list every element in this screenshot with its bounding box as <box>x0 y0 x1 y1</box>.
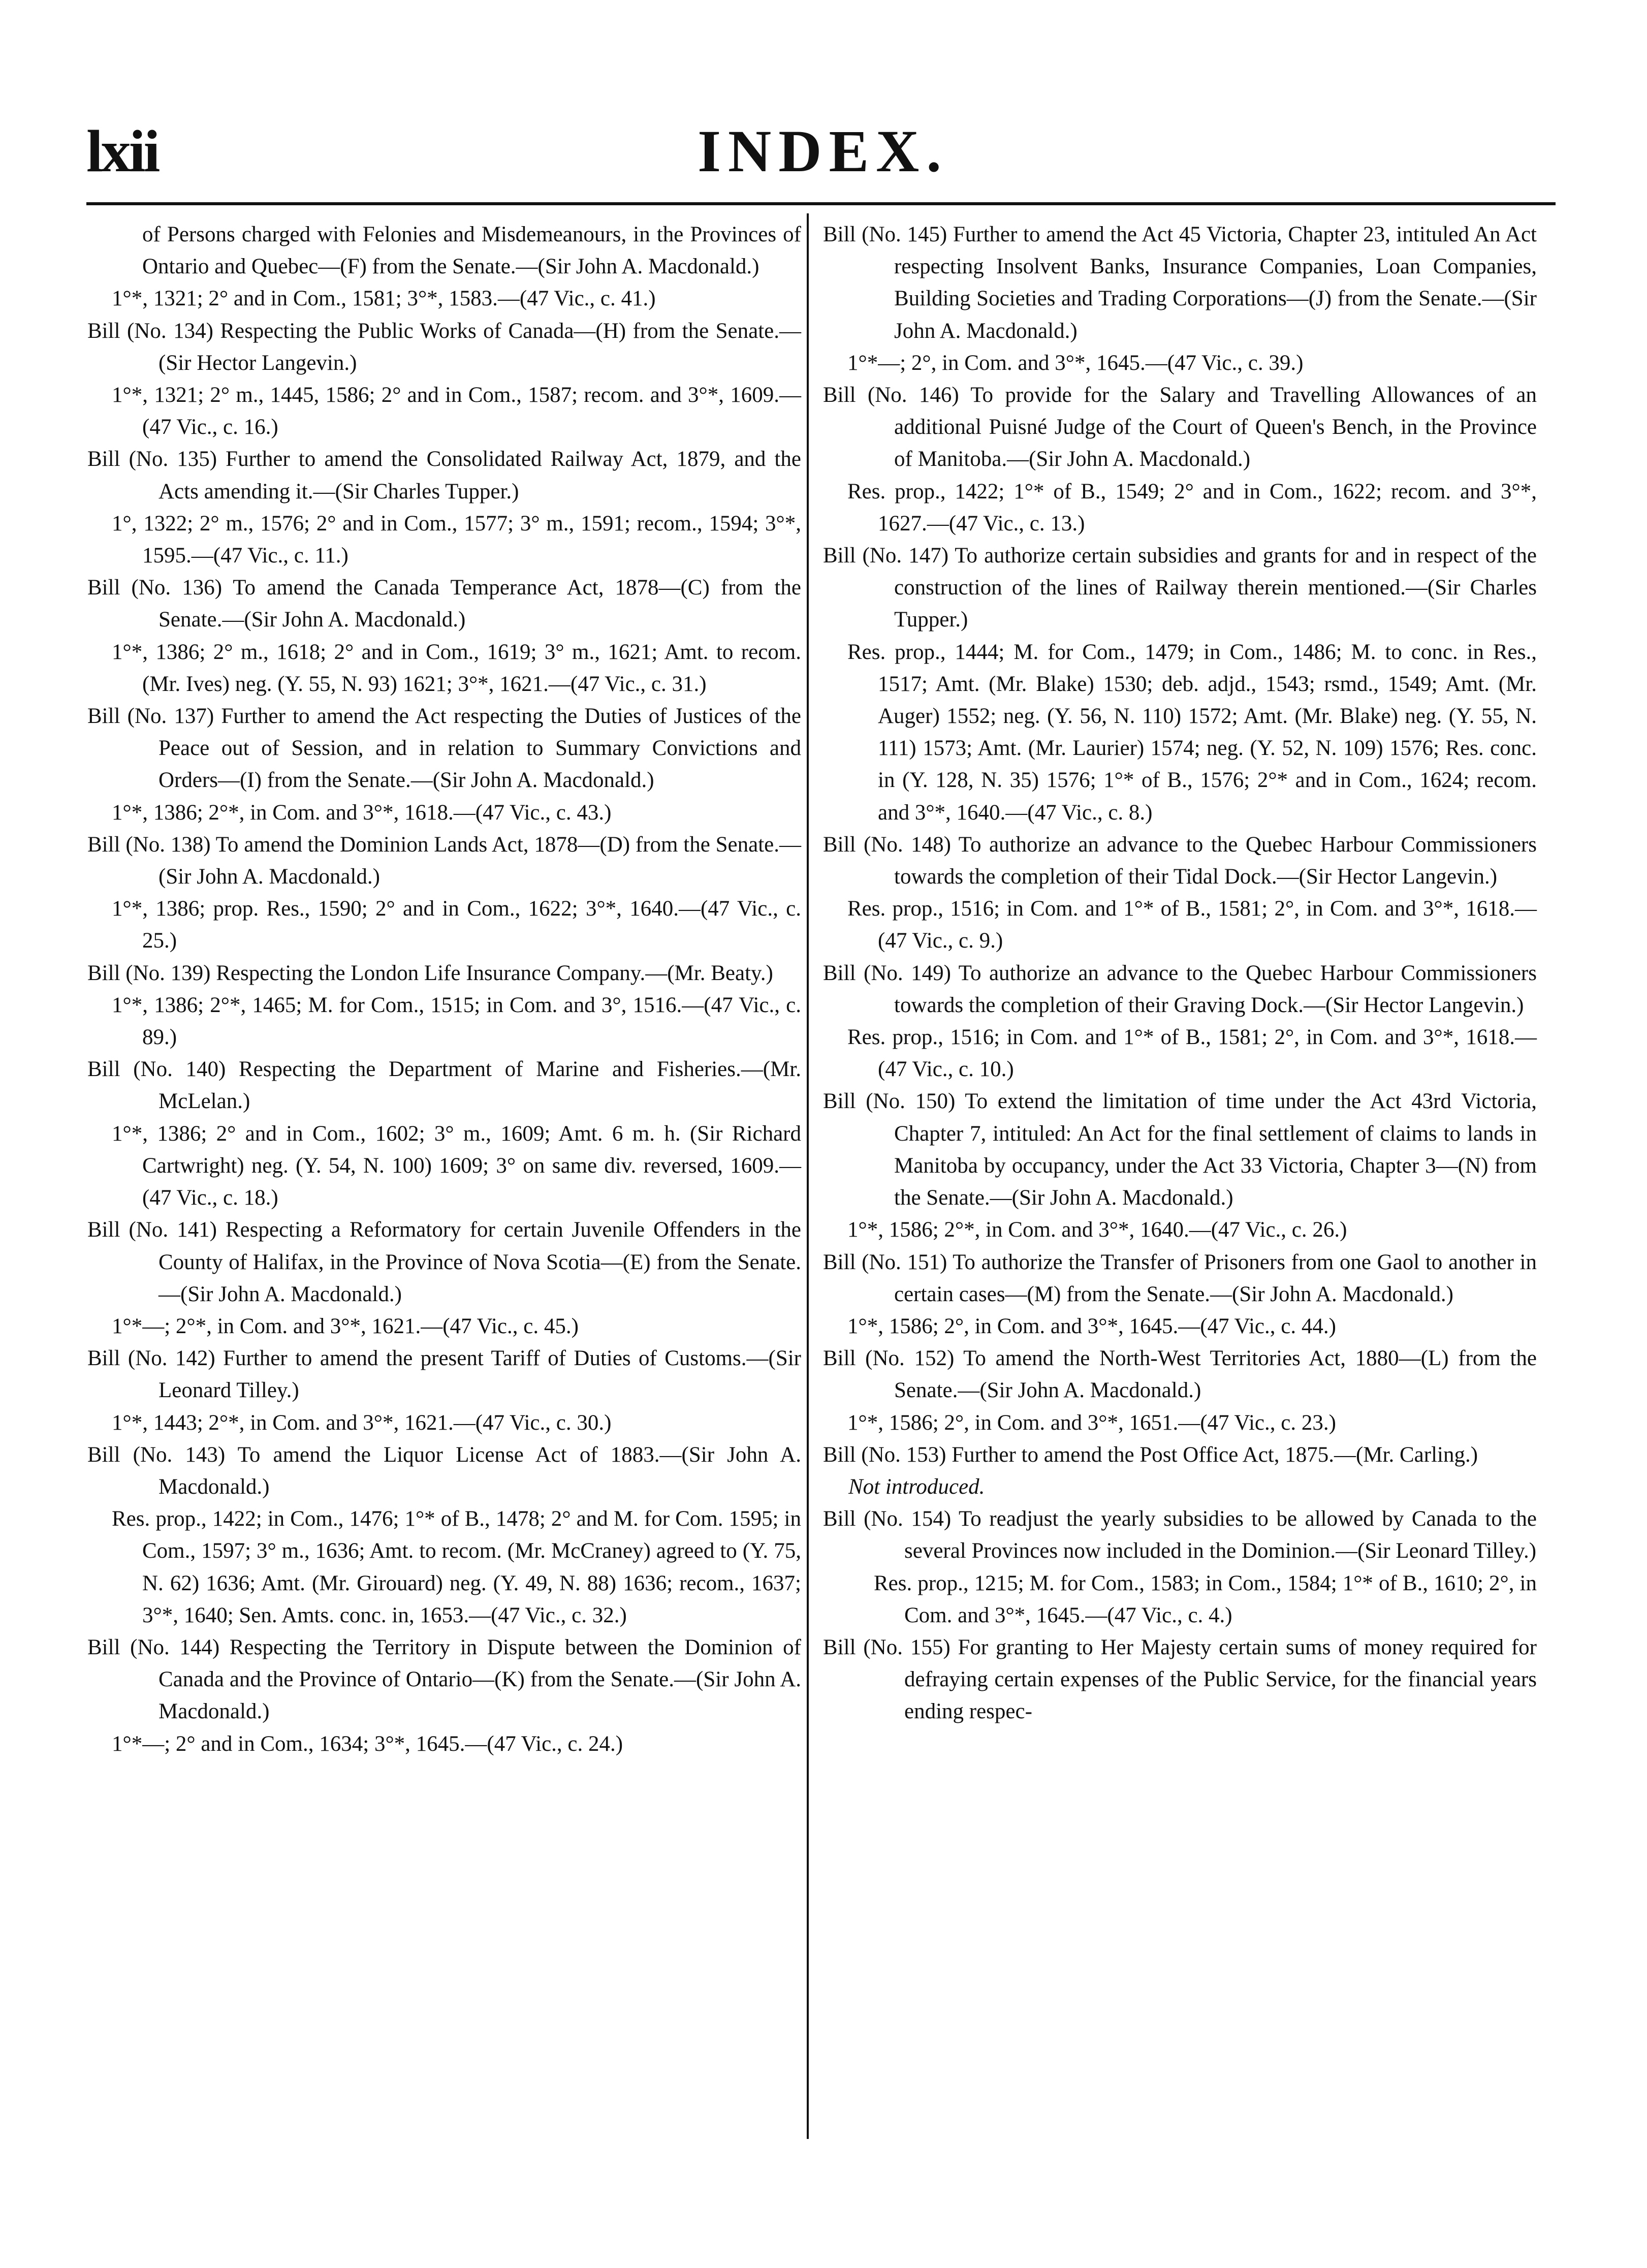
index-entry: Bill (No. 140) Respecting the Department of Marine and Fisheries.—(Mr. McLelan.) <box>87 1057 801 1114</box>
index-entry: 1°*, 1586; 2°, in Com. and 3°*, 1645.—(47 Vic., c. 44.) <box>847 1314 1336 1338</box>
index-entry: 1°*, 1586; 2°, in Com. and 3°*, 1651.—(47 Vic., c. 23.) <box>847 1410 1336 1435</box>
page-header <box>86 102 1560 193</box>
index-entry: Bill (No. 155) For granting to Her Majesty certain sums of money required for defraying certain expenses of the Public Service, for the financial years ending respec- <box>823 1635 1537 1724</box>
page-title: INDEX. <box>698 118 948 184</box>
column-divider <box>807 213 809 2139</box>
index-entry: 1°*, 1386; 2°*, in Com. and 3°*, 1618.—(47 Vic., c. 43.) <box>112 800 612 825</box>
index-entry: Bill (No. 145) Further to amend the Act 45 Victoria, Chapter 23, intituled An Act respecting Insolvent Banks, Insurance Companies, Loan Companies, Building Societies and Trading Corporations—(J) from the Senate.—(Sir John A. Macdonald.) <box>823 223 1537 343</box>
index-entry: Bill (No. 151) To authorize the Transfer of Prisoners from one Gaol to another in certain cases—(M) from the Senate.—(Sir John A. Macdonald.) <box>823 1250 1537 1306</box>
header-rule <box>86 202 1556 205</box>
index-entry: Res. prop., 1444; M. for Com., 1479; in Com., 1486; M. to conc. in Res., 1517; Amt. (Mr. Blake) 1530; deb. adjd., 1543; rsmd., 1549; Amt. (Mr. Auger) 1552; neg. (Y. 56, N. 110) 1572; Amt. (Mr. Blake) neg. (Y. 55, N. 111) 1573; Amt. (Mr. Laurier) 1574; neg. (Y. 52, N. 109) 1576; Res. conc. in (Y. 128, N. 35) 1576; 1°* of B., 1576; 2°* and in Com., 1624; recom. and 3°*, 1640.—(47 Vic., c. 8.) <box>847 640 1537 825</box>
index-entry: 1°*—; 2°*, in Com. and 3°*, 1621.—(47 Vic., c. 45.) <box>112 1314 579 1338</box>
left-column <box>87 218 801 1760</box>
index-entry: Bill (No. 146) To provide for the Salary and Travelling Allowances of an additional Puisné Judge of the Court of Queen's Bench, in the Province of Manitoba.—(Sir John A. Macdonald.) <box>823 383 1537 471</box>
index-entry: Bill (No. 144) Respecting the Territory in Dispute between the Dominion of Canada and the Province of Ontario—(K) from the Senate.—(Sir John A. Macdonald.) <box>87 1635 801 1724</box>
index-entry: Res. prop., 1516; in Com. and 1°* of B., 1581; 2°, in Com. and 3°*, 1618.—(47 Vic., c. 10.) <box>847 1025 1537 1082</box>
index-entry: 1°*, 1443; 2°*, in Com. and 3°*, 1621.—(47 Vic., c. 30.) <box>112 1410 612 1435</box>
index-entry: Res. prop., 1422; in Com., 1476; 1°* of B., 1478; 2° and M. for Com. 1595; in Com., 1597; 3° m., 1636; Amt. to recom. (Mr. McCraney) agreed to (Y. 75, N. 62) 1636; Amt. (Mr. Girouard) neg. (Y. 49, N. 88) 1636; recom., 1637; 3°*, 1640; Sen. Amts. conc. in, 1653.—(47 Vic., c. 32.) <box>112 1507 801 1627</box>
index-entry: Bill (No. 141) Respecting a Reformatory for certain Juvenile Offenders in the County of Halifax, in the Province of Nova Scotia—(E) from the Senate.—(Sir John A. Macdonald.) <box>87 1218 801 1306</box>
index-entry: 1°*, 1321; 2° m., 1445, 1586; 2° and in Com., 1587; recom. and 3°*, 1609.—(47 Vic., c. 16.) <box>112 383 801 439</box>
index-entry: 1°*, 1386; 2° m., 1618; 2° and in Com., 1619; 3° m., 1621; Amt. to recom. (Mr. Ives) neg. (Y. 55, N. 93) 1621; 3°*, 1621.—(47 Vic., c. 31.) <box>112 640 801 696</box>
index-entry: Bill (No. 136) To amend the Canada Temperance Act, 1878—(C) from the Senate.—(Sir John A. Macdonald.) <box>87 576 801 632</box>
page-number: lxii <box>86 118 159 184</box>
index-entry: Bill (No. 150) To extend the limitation of time under the Act 43rd Victoria, Chapter 7, intituled: An Act for the final settlement of claims to lands in Manitoba by occupancy, under the Act 33 Victoria, Chapter 3—(N) from the Senate.—(Sir John A. Macdonald.) <box>823 1089 1537 1210</box>
index-entry: Bill (No. 142) Further to amend the present Tariff of Duties of Customs.—(Sir Leonard Tilley.) <box>87 1346 801 1403</box>
index-entry: 1°*—; 2° and in Com., 1634; 3°*, 1645.—(47 Vic., c. 24.) <box>112 1731 623 1756</box>
right-column <box>823 218 1537 1728</box>
index-entry: Res. prop., 1422; 1°* of B., 1549; 2° and in Com., 1622; recom. and 3°*, 1627.—(47 Vic., c. 13.) <box>847 479 1537 536</box>
index-entry: Bill (No. 149) To authorize an advance to the Quebec Harbour Commissioners towards the completion of their Graving Dock.—(Sir Hector Langevin.) <box>823 961 1537 1017</box>
index-entry: Bill (No. 143) To amend the Liquor License Act of 1883.—(Sir John A. Macdonald.) <box>87 1442 801 1499</box>
index-entry: Bill (No. 152) To amend the North-West Territories Act, 1880—(L) from the Senate.—(Sir John A. Macdonald.) <box>823 1346 1537 1403</box>
index-entry: Not introduced. <box>848 1474 985 1499</box>
index-entry: Bill (No. 138) To amend the Dominion Lands Act, 1878—(D) from the Senate.—(Sir John A. Macdonald.) <box>87 832 801 889</box>
index-entry: of Persons charged with Felonies and Misdemeanours, in the Provinces of Ontario and Quebec—(F) from the Senate.—(Sir John A. Macdonald.) <box>142 223 801 279</box>
index-entry: Bill (No. 153) Further to amend the Post Office Act, 1875.—(Mr. Carling.) <box>823 1442 1478 1467</box>
index-entry: 1°*, 1386; 2°*, 1465; M. for Com., 1515; in Com. and 3°, 1516.—(47 Vic., c. 89.) <box>112 993 801 1050</box>
index-entry: 1°*—; 2°, in Com. and 3°*, 1645.—(47 Vic., c. 39.) <box>847 351 1304 375</box>
index-entry: Res. prop., 1215; M. for Com., 1583; in Com., 1584; 1°* of B., 1610; 2°, in Com. and 3°*, 1645.—(47 Vic., c. 4.) <box>874 1571 1537 1627</box>
index-entry: 1°*, 1586; 2°*, in Com. and 3°*, 1640.—(47 Vic., c. 26.) <box>847 1218 1347 1242</box>
index-entry: Bill (No. 148) To authorize an advance to the Quebec Harbour Commissioners towards the completion of their Tidal Dock.—(Sir Hector Langevin.) <box>823 832 1537 889</box>
index-entry: Bill (No. 134) Respecting the Public Works of Canada—(H) from the Senate.—(Sir Hector Langevin.) <box>87 319 801 375</box>
index-entry: Bill (No. 147) To authorize certain subsidies and grants for and in respect of the construction of the lines of Railway therein mentioned.—(Sir Charles Tupper.) <box>823 544 1537 632</box>
index-entry: Bill (No. 135) Further to amend the Consolidated Railway Act, 1879, and the Acts amending it.—(Sir Charles Tupper.) <box>87 447 801 503</box>
index-entry: 1°, 1322; 2° m., 1576; 2° and in Com., 1577; 3° m., 1591; recom., 1594; 3°*, 1595.—(47 Vic., c. 11.) <box>112 511 801 568</box>
index-entry: 1°*, 1386; 2° and in Com., 1602; 3° m., 1609; Amt. 6 m. h. (Sir Richard Cartwright) neg. (Y. 54, N. 100) 1609; 3° on same div. reversed, 1609.—(47 Vic., c. 18.) <box>112 1121 801 1210</box>
index-entry: Res. prop., 1516; in Com. and 1°* of B., 1581; 2°, in Com. and 3°*, 1618.—(47 Vic., c. 9.) <box>847 897 1537 953</box>
index-entry: 1°*, 1321; 2° and in Com., 1581; 3°*, 1583.—(47 Vic., c. 41.) <box>112 287 656 311</box>
index-entry: Bill (No. 139) Respecting the London Life Insurance Company.—(Mr. Beaty.) <box>87 961 773 985</box>
index-entry: Bill (No. 137) Further to amend the Act respecting the Duties of Justices of the Peace out of Session, and in relation to Summary Convictions and Orders—(I) from the Senate.—(Sir John A. Macdonald.) <box>87 704 801 793</box>
index-entry: Bill (No. 154) To readjust the yearly subsidies to be allowed by Canada to the several Provinces now included in the Dominion.—(Sir Leonard Tilley.) <box>823 1507 1537 1563</box>
index-entry: 1°*, 1386; prop. Res., 1590; 2° and in Com., 1622; 3°*, 1640.—(47 Vic., c. 25.) <box>112 897 801 953</box>
